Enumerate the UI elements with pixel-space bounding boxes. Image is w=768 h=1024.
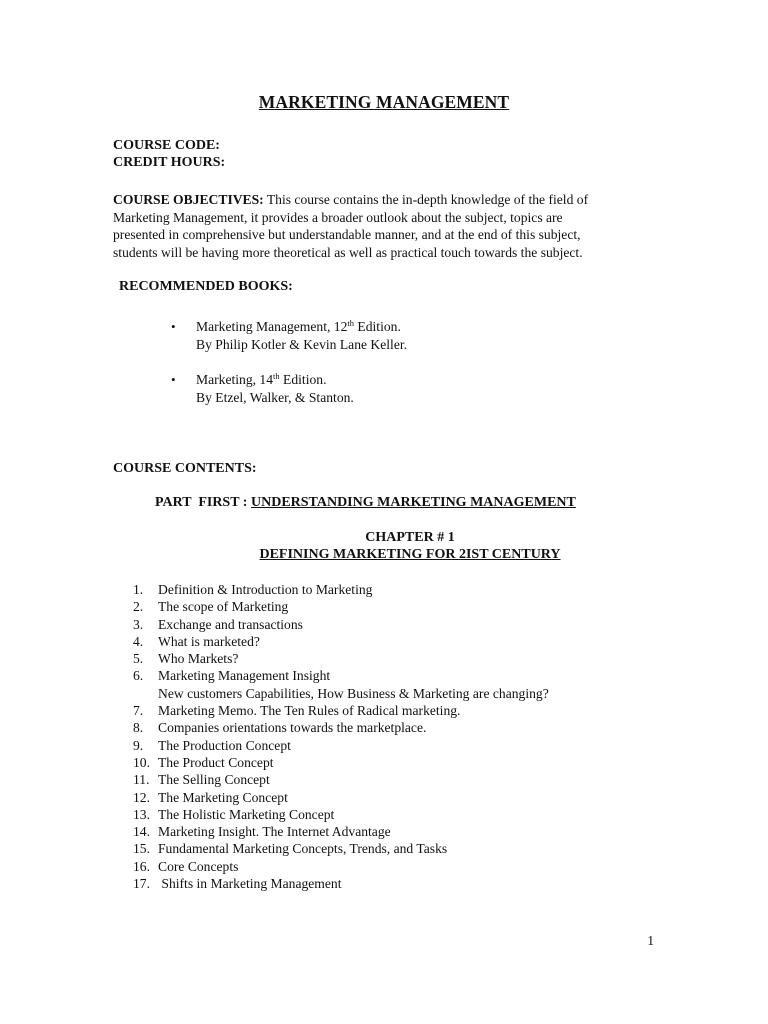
book-edition-suffix: th <box>347 318 355 328</box>
list-item <box>133 789 549 806</box>
item-text: Marketing Management Insight <box>158 668 331 684</box>
item-number: 12. <box>133 789 150 805</box>
item-continuation: New customers Capabilities, How Business & Marketing are changing? <box>158 685 549 701</box>
book-title: Marketing Management, 12 <box>196 319 348 334</box>
item-number: 17. <box>133 876 150 892</box>
item-number: 14. <box>133 824 150 840</box>
part-title: UNDERSTANDING MARKETING MANAGEMENT <box>250 495 576 510</box>
item-text: The Selling Concept <box>158 772 270 788</box>
bullet-icon: • <box>171 372 176 387</box>
list-item <box>133 719 549 736</box>
item-number: 2. <box>133 599 144 615</box>
item-text: The Marketing Concept <box>158 789 288 805</box>
book-edition: Edition. <box>279 372 327 387</box>
list-item <box>133 702 549 719</box>
list-item <box>133 667 549 702</box>
chapter-number: CHAPTER # 1 <box>365 530 455 545</box>
objectives-line-4: students will be having more theoretical as well as practical touch towards the subject. <box>113 244 583 260</box>
chapter-topics-list <box>133 581 549 892</box>
list-item <box>133 858 549 875</box>
item-number: 10. <box>133 754 150 770</box>
item-text: The Product Concept <box>158 754 274 770</box>
item-text: What is marketed? <box>158 633 260 649</box>
credit-hours-label: CREDIT HOURS: <box>113 155 226 170</box>
list-item <box>133 840 549 857</box>
list-item <box>133 806 549 823</box>
list-item <box>133 737 549 754</box>
item-number: 1. <box>133 582 144 597</box>
list-item <box>133 598 549 615</box>
item-number: 9. <box>133 737 144 753</box>
item-text: The Holistic Marketing Concept <box>158 806 335 822</box>
list-item <box>133 823 549 840</box>
item-text: Core Concepts <box>158 858 239 874</box>
page-title: MARKETING MANAGEMENT <box>258 92 510 112</box>
recommended-books-heading: RECOMMENDED BOOKS: <box>119 279 293 294</box>
item-text: The scope of Marketing <box>158 599 289 615</box>
objectives-line-3: presented in comprehensive but understandable manner, and at the end of this subject, <box>113 227 581 242</box>
list-item <box>133 771 549 788</box>
item-text: Companies orientations towards the marketplace. <box>158 720 427 736</box>
item-number: 7. <box>133 703 144 719</box>
page-number: 1 <box>647 933 654 948</box>
book-title: Marketing, 14 <box>196 372 274 387</box>
list-item <box>133 875 549 892</box>
objectives-line-2: Marketing Management, it provides a broader outlook about the subject, topics are <box>113 209 563 225</box>
book-edition: Edition. <box>354 319 401 334</box>
item-text: Shifts in Marketing Management <box>158 876 342 892</box>
book-list-item <box>171 318 408 353</box>
chapter-title: DEFINING MARKETING FOR 2IST CENTURY <box>259 547 561 562</box>
item-text: Fundamental Marketing Concepts, Trends, and Tasks <box>158 841 448 857</box>
item-number: 3. <box>133 616 144 632</box>
book-authors: By Philip Kotler & Kevin Lane Keller. <box>196 336 408 352</box>
book-edition-suffix: th <box>273 371 280 381</box>
book-list-item <box>171 371 354 406</box>
item-number: 6. <box>133 668 144 684</box>
course-code-label: COURSE CODE: <box>113 138 220 153</box>
list-item <box>133 650 549 667</box>
item-text: Who Markets? <box>158 651 239 667</box>
list-item <box>133 581 549 598</box>
item-text: Marketing Insight. The Internet Advantage <box>158 824 391 840</box>
list-item <box>133 633 549 650</box>
list-item <box>133 754 549 771</box>
item-number: 4. <box>133 633 144 649</box>
item-text: Definition & Introduction to Marketing <box>158 582 373 597</box>
book-authors: By Etzel, Walker, & Stanton. <box>196 389 354 405</box>
item-text: Marketing Memo. The Ten Rules of Radical marketing. <box>158 703 461 719</box>
list-item <box>133 616 549 633</box>
item-number: 5. <box>133 651 144 667</box>
item-number: 13. <box>133 806 150 822</box>
objectives-line-1: This course contains the in-depth knowledge of the field of <box>263 192 589 207</box>
item-number: 8. <box>133 720 144 736</box>
item-number: 11. <box>133 772 150 788</box>
part-heading <box>155 495 576 511</box>
part-prefix: PART FIRST : <box>155 495 251 510</box>
item-number: 16. <box>133 858 150 874</box>
item-text: The Production Concept <box>158 737 291 753</box>
course-contents-heading: COURSE CONTENTS: <box>113 461 257 476</box>
bullet-icon: • <box>171 319 176 334</box>
item-number: 15. <box>133 841 150 857</box>
course-objectives-label: COURSE OBJECTIVES: <box>113 192 264 207</box>
course-objectives-paragraph <box>113 191 628 261</box>
item-text: Exchange and transactions <box>158 616 303 632</box>
